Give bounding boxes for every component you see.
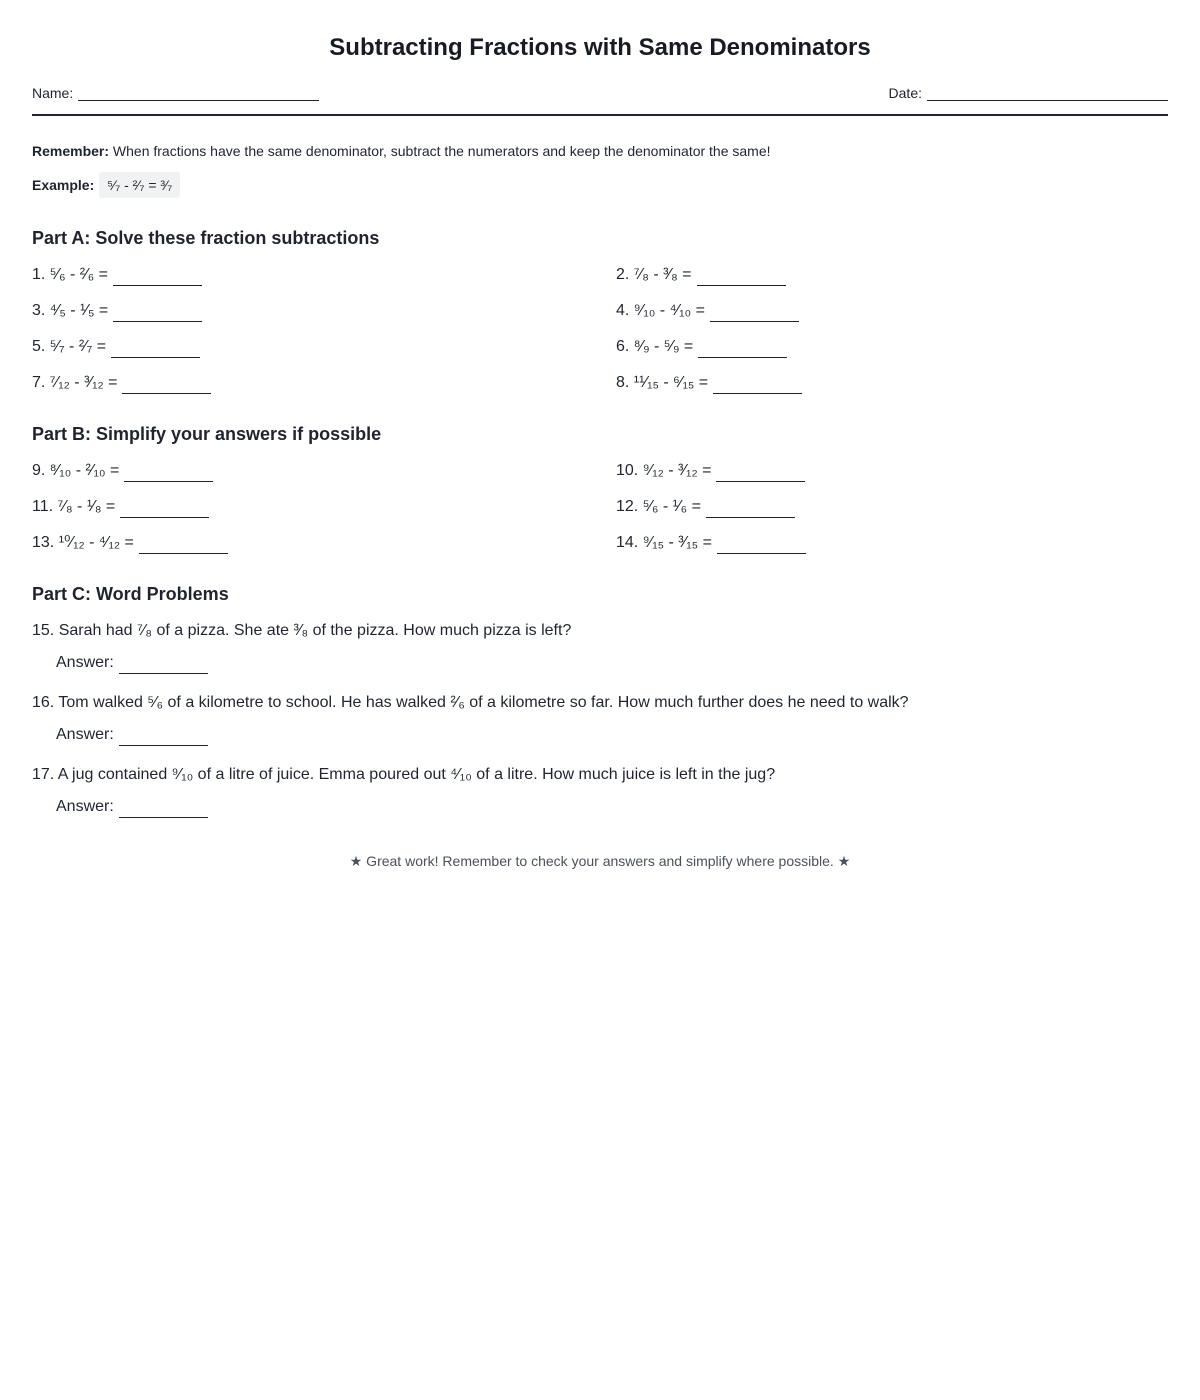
- date-label: Date:: [888, 85, 922, 101]
- word-problem-question: 17. A jug contained ⁹⁄₁₀ of a litre of juice. Emma poured out ⁴⁄₁₀ of a litre. How much juice is left in the jug?: [32, 766, 776, 783]
- problem-text: 13. ¹⁰⁄₁₂ - ⁴⁄₁₂ =: [32, 534, 134, 551]
- word-problem-answer: [56, 796, 1168, 818]
- problem-5: [32, 336, 616, 358]
- problem-text: 11. ⁷⁄₈ - ¹⁄₈ =: [32, 498, 116, 515]
- answer-blank[interactable]: [698, 340, 787, 358]
- problem-text: 8. ¹¹⁄₁₅ - ⁶⁄₁₅ =: [616, 374, 709, 391]
- name-blank-line[interactable]: [78, 82, 319, 101]
- answer-blank[interactable]: [119, 728, 208, 746]
- problem-text: 2. ⁷⁄₈ - ³⁄₈ =: [616, 266, 692, 283]
- date-field: [889, 82, 1168, 101]
- problem-8: [616, 372, 1168, 394]
- problem-1: [32, 264, 616, 286]
- remember-text: When fractions have the same denominator, subtract the numerators and keep the denominator the same!: [109, 143, 771, 159]
- problem-text: 6. ⁸⁄₉ - ⁵⁄₉ =: [616, 338, 694, 355]
- word-problem-17: [32, 764, 1168, 818]
- answer-blank[interactable]: [119, 800, 208, 818]
- problem-text: 4. ⁹⁄₁₀ - ⁴⁄₁₀ =: [616, 302, 705, 319]
- problem-3: [32, 300, 616, 322]
- problem-14: [616, 532, 1168, 554]
- date-blank-line[interactable]: [927, 82, 1168, 101]
- answer-label: Answer:: [56, 654, 114, 671]
- remember-label: Remember:: [32, 143, 110, 159]
- answer-blank[interactable]: [716, 464, 805, 482]
- part-a-problems: [32, 264, 1168, 394]
- word-problem-answer: [56, 724, 1168, 746]
- answer-blank[interactable]: [139, 536, 228, 554]
- problem-text: 14. ⁹⁄₁₅ - ³⁄₁₅ =: [616, 534, 712, 551]
- problem-10: [616, 460, 1168, 482]
- answer-blank[interactable]: [124, 464, 213, 482]
- problem-12: [616, 496, 1168, 518]
- answer-blank[interactable]: [122, 376, 211, 394]
- part-a-heading: Part A: Solve these fraction subtractions: [32, 228, 380, 248]
- answer-label: Answer:: [56, 726, 114, 743]
- word-problem-answer: [56, 652, 1168, 674]
- problem-text: 1. ⁵⁄₆ - ²⁄₆ =: [32, 266, 109, 283]
- problem-9: [32, 460, 616, 482]
- problem-text: 9. ⁸⁄₁₀ - ²⁄₁₀ =: [32, 462, 120, 479]
- answer-blank[interactable]: [113, 268, 202, 286]
- answer-blank[interactable]: [697, 268, 786, 286]
- student-info-row: [32, 80, 1168, 116]
- part-c-heading: Part C: Word Problems: [32, 584, 229, 604]
- footer-message: ★ Great work! Remember to check your answers and simplify where possible. ★: [349, 853, 851, 869]
- page-title: Subtracting Fractions with Same Denominators: [329, 34, 871, 61]
- name-label: Name:: [32, 85, 74, 101]
- problem-7: [32, 372, 616, 394]
- problem-text: 7. ⁷⁄₁₂ - ³⁄₁₂ =: [32, 374, 118, 391]
- answer-blank[interactable]: [706, 500, 795, 518]
- problem-11: [32, 496, 616, 518]
- name-field: [32, 82, 319, 101]
- part-b-heading: Part B: Simplify your answers if possible: [32, 424, 382, 444]
- worksheet-page: [32, 0, 1168, 870]
- word-problem-question: 16. Tom walked ⁵⁄₆ of a kilometre to school. He has walked ²⁄₆ of a kilometre so far. How much further does he need to walk?: [32, 694, 909, 711]
- problem-text: 12. ⁵⁄₆ - ¹⁄₆ =: [616, 498, 701, 515]
- problem-text: 3. ⁴⁄₅ - ¹⁄₅ =: [32, 302, 109, 319]
- part-b-problems: [32, 460, 1168, 554]
- answer-blank[interactable]: [713, 376, 802, 394]
- example-box: ⁵⁄₇ - ²⁄₇ = ³⁄₇: [99, 172, 180, 198]
- word-problem-16: [32, 692, 1168, 746]
- example-row: [32, 172, 1168, 198]
- answer-blank[interactable]: [119, 656, 208, 674]
- answer-blank[interactable]: [717, 536, 806, 554]
- word-problem-list: [32, 620, 1168, 818]
- answer-blank[interactable]: [120, 500, 209, 518]
- problem-13: [32, 532, 616, 554]
- answer-blank[interactable]: [113, 304, 202, 322]
- problem-6: [616, 336, 1168, 358]
- word-problem-15: [32, 620, 1168, 674]
- answer-blank[interactable]: [710, 304, 799, 322]
- answer-label: Answer:: [56, 798, 114, 815]
- problem-text: 5. ⁵⁄₇ - ²⁄₇ =: [32, 338, 107, 355]
- problem-text: 10. ⁹⁄₁₂ - ³⁄₁₂ =: [616, 462, 712, 479]
- answer-blank[interactable]: [111, 340, 200, 358]
- problem-2: [616, 264, 1168, 286]
- remember-note: [32, 142, 1168, 160]
- problem-4: [616, 300, 1168, 322]
- example-label: Example:: [32, 177, 95, 193]
- word-problem-question: 15. Sarah had ⁷⁄₈ of a pizza. She ate ³⁄₈ of the pizza. How much pizza is left?: [32, 622, 572, 639]
